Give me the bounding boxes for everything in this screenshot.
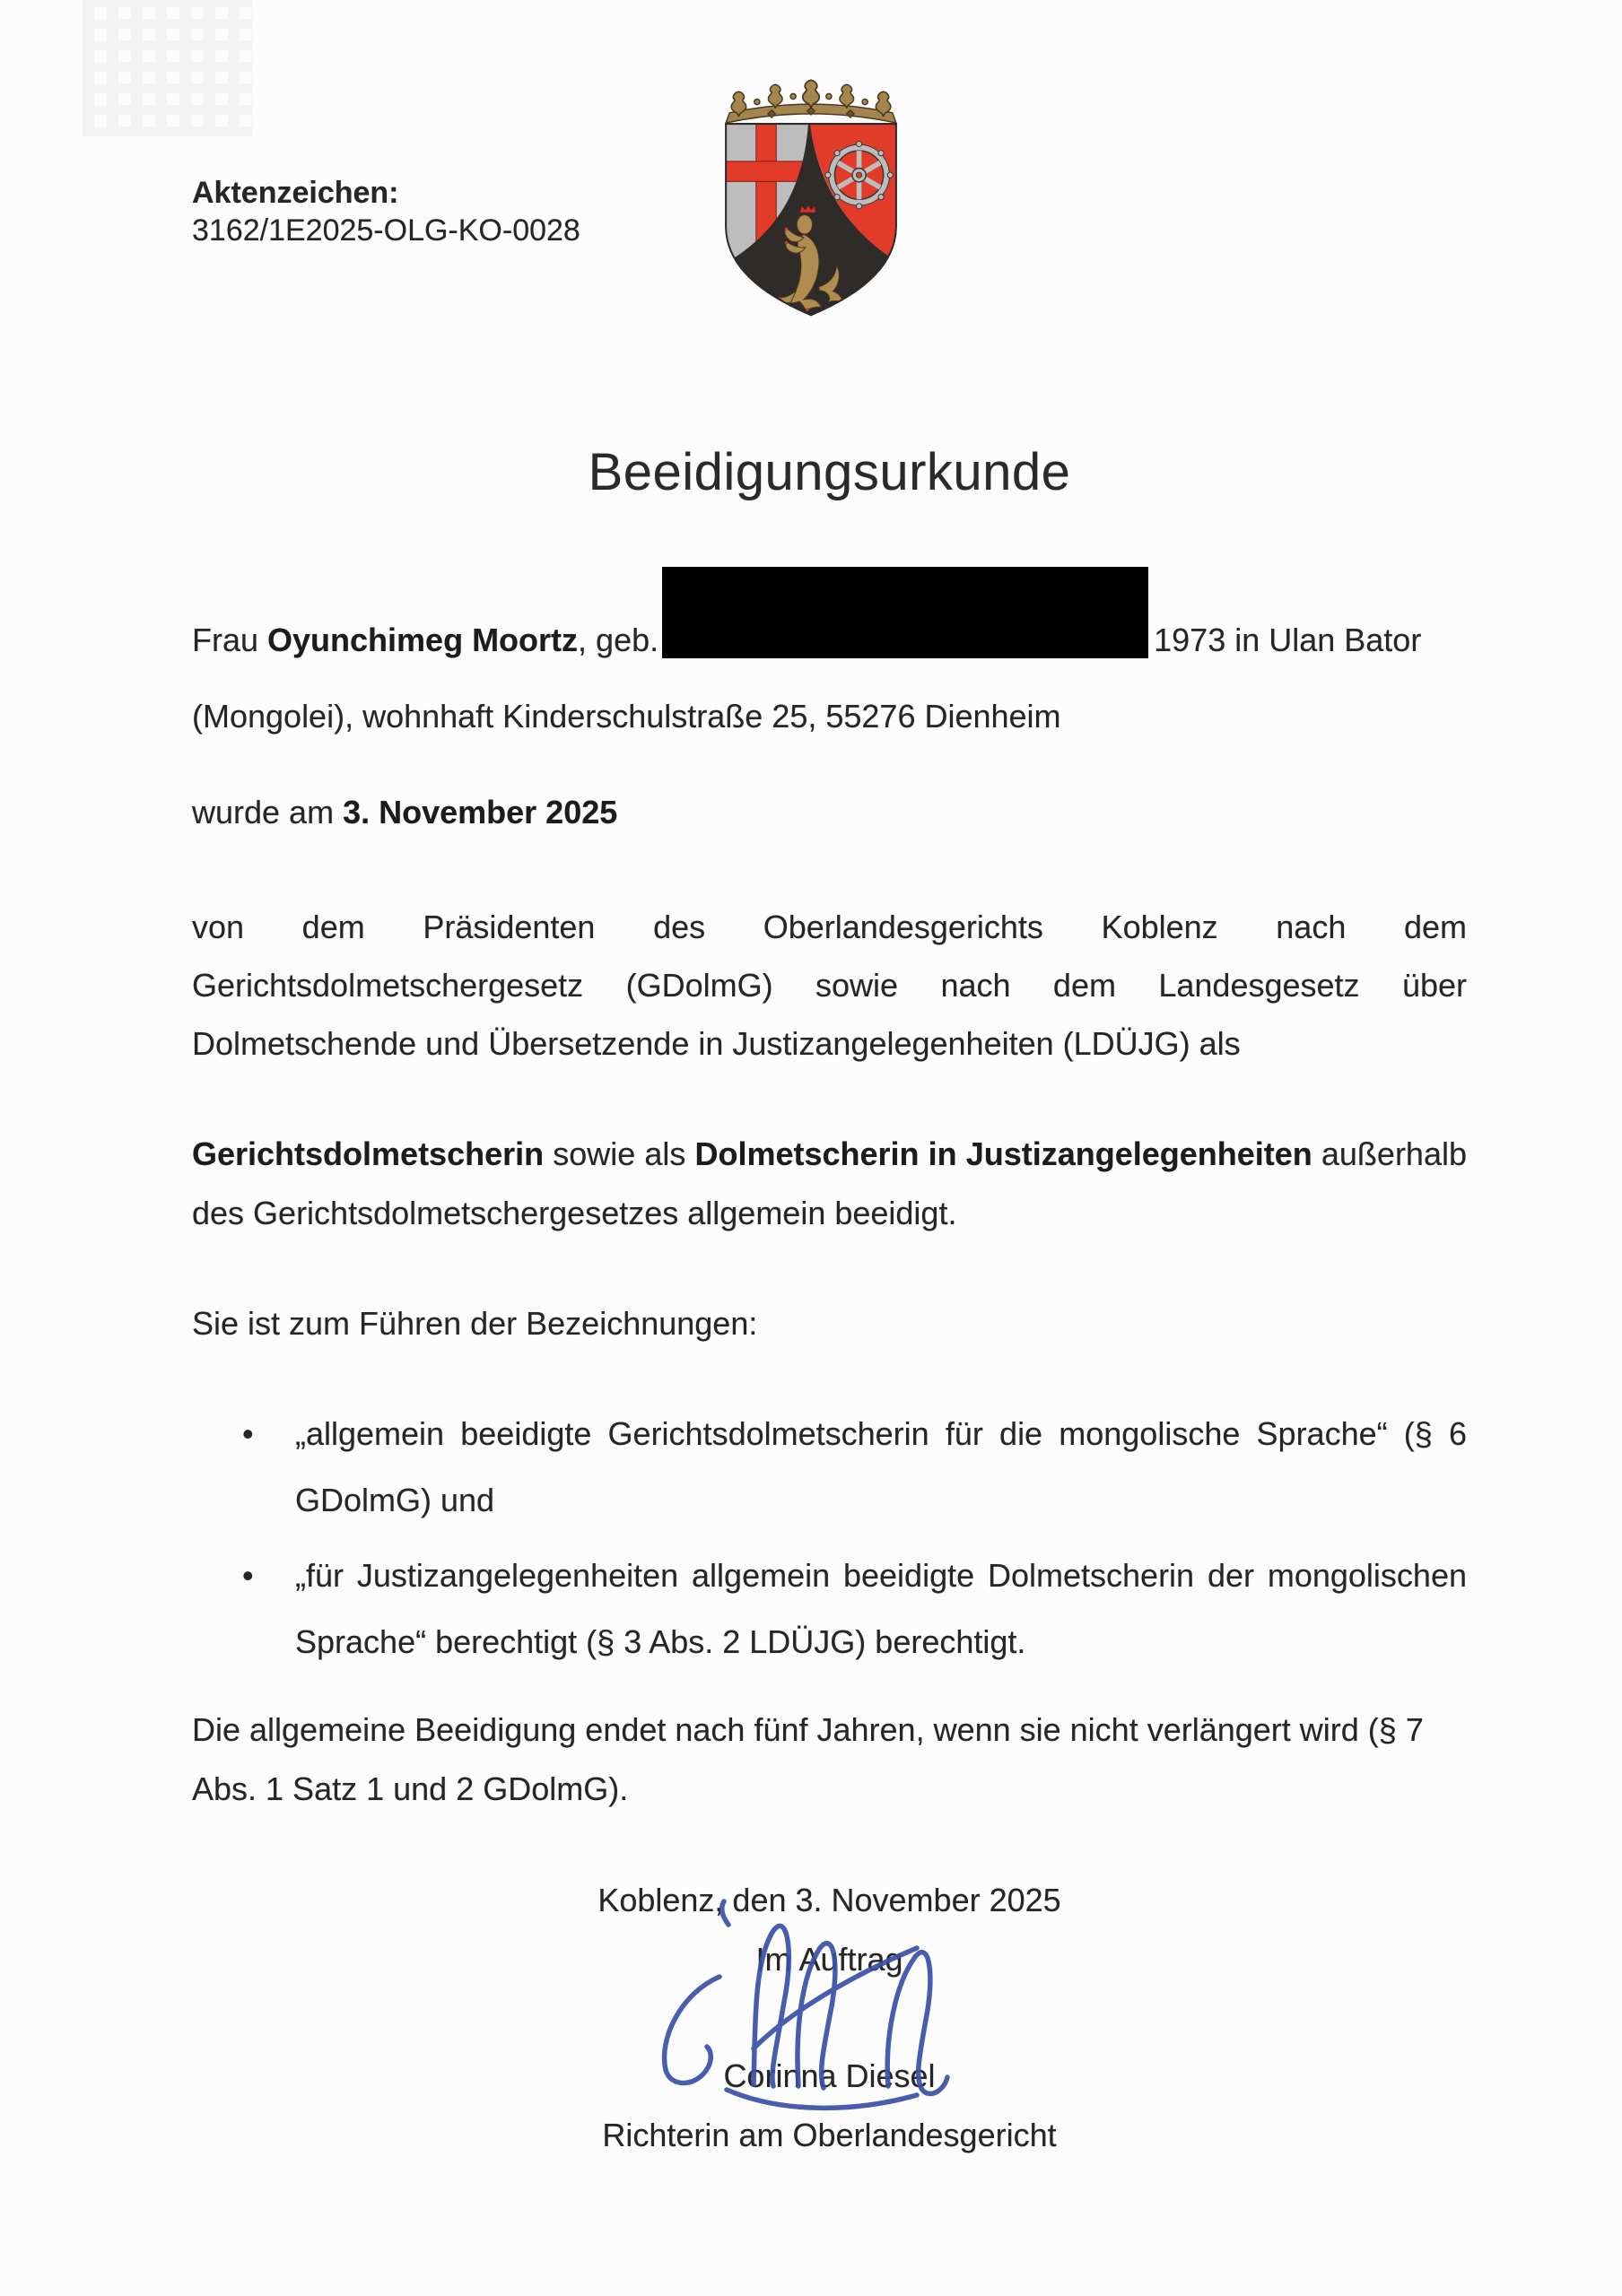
file-reference-block — [192, 174, 580, 249]
authority-paragraph: von dem Präsidenten des Oberlandesgerichts Koblenz nach dem Gerichtsdolmetschergesetz (GDolmG) sowie nach dem Landesgesetz über Dolmetschende und Übersetzende in Justizangelegenheiten (LDÜJG) als — [192, 909, 1467, 1062]
sworn-date: 3. November 2025 — [343, 794, 618, 831]
bullet-icon: • — [242, 1415, 254, 1452]
designation-middle: sowie als — [544, 1135, 695, 1172]
designation-bold-court-interpreter: Gerichtsdolmetscherin — [192, 1135, 545, 1172]
redaction-ink — [662, 567, 1148, 658]
scan-artifact — [83, 0, 253, 136]
salutation: Frau — [192, 622, 268, 658]
intro-paragraph — [192, 602, 1467, 754]
list-item-text: „für Justizangelegenheiten allgemein beeidigte Dolmetscherin der mongolischen Sprache“ berechtigt (§ 3 Abs. 2 LDÜJG) berechtigt. — [295, 1557, 1467, 1660]
birth-year-place: 1973 in Ulan Bator — [1154, 622, 1422, 658]
handwritten-signature — [619, 1894, 996, 2114]
list-item — [242, 1401, 1467, 1534]
list-item-text: „allgemein beeidigte Gerichtsdolmetscherin für die mongolische Sprache“ (§ 6 GDolmG) und — [295, 1415, 1467, 1518]
sworn-prefix: wurde am — [192, 794, 344, 831]
redaction-box — [662, 624, 1148, 651]
designation-bold-justice-interpreter: Dolmetscherin in Justizangelegenheiten — [694, 1135, 1312, 1172]
designation-list — [192, 1401, 1467, 1675]
file-reference-label: Aktenzeichen: — [192, 176, 399, 210]
rheinland-pfalz-coat-of-arms-icon — [705, 75, 917, 325]
designation-rest: außerhalb des Gerichtsdolmetschergesetzes allgemein beeidigt. — [192, 1135, 1467, 1231]
sworn-date-line — [192, 783, 1467, 842]
birth-prefix: , geb. — [578, 622, 659, 658]
bullet-icon: • — [242, 1557, 254, 1594]
residence-line: (Mongolei), wohnhaft Kinderschulstraße 25, 55276 Dienheim — [192, 698, 1061, 735]
page-title: Beeidigungsurkunde — [588, 443, 1071, 501]
signer-title: Richterin am Oberlandesgericht — [602, 2117, 1057, 2153]
designation-paragraph — [192, 1125, 1467, 1243]
list-item — [242, 1543, 1467, 1675]
person-name: Oyunchimeg Moortz — [267, 622, 579, 658]
file-reference-value: 3162/1E2025-OLG-KO-0028 — [192, 213, 580, 248]
signer-name: Corinna Diesel — [723, 2057, 936, 2094]
expiry-paragraph: Die allgemeine Beeidigung endet nach fünf Jahren, wenn sie nicht verlängert wird (§ 7 Abs. 1 Satz 1 und 2 GDolmG). — [192, 1711, 1424, 1807]
on-behalf-line: Im Auftrag — [755, 1941, 903, 1978]
place-date-line: Koblenz, den 3. November 2025 — [597, 1882, 1061, 1918]
titles-intro-line: Sie ist zum Führen der Bezeichnungen: — [192, 1305, 758, 1342]
